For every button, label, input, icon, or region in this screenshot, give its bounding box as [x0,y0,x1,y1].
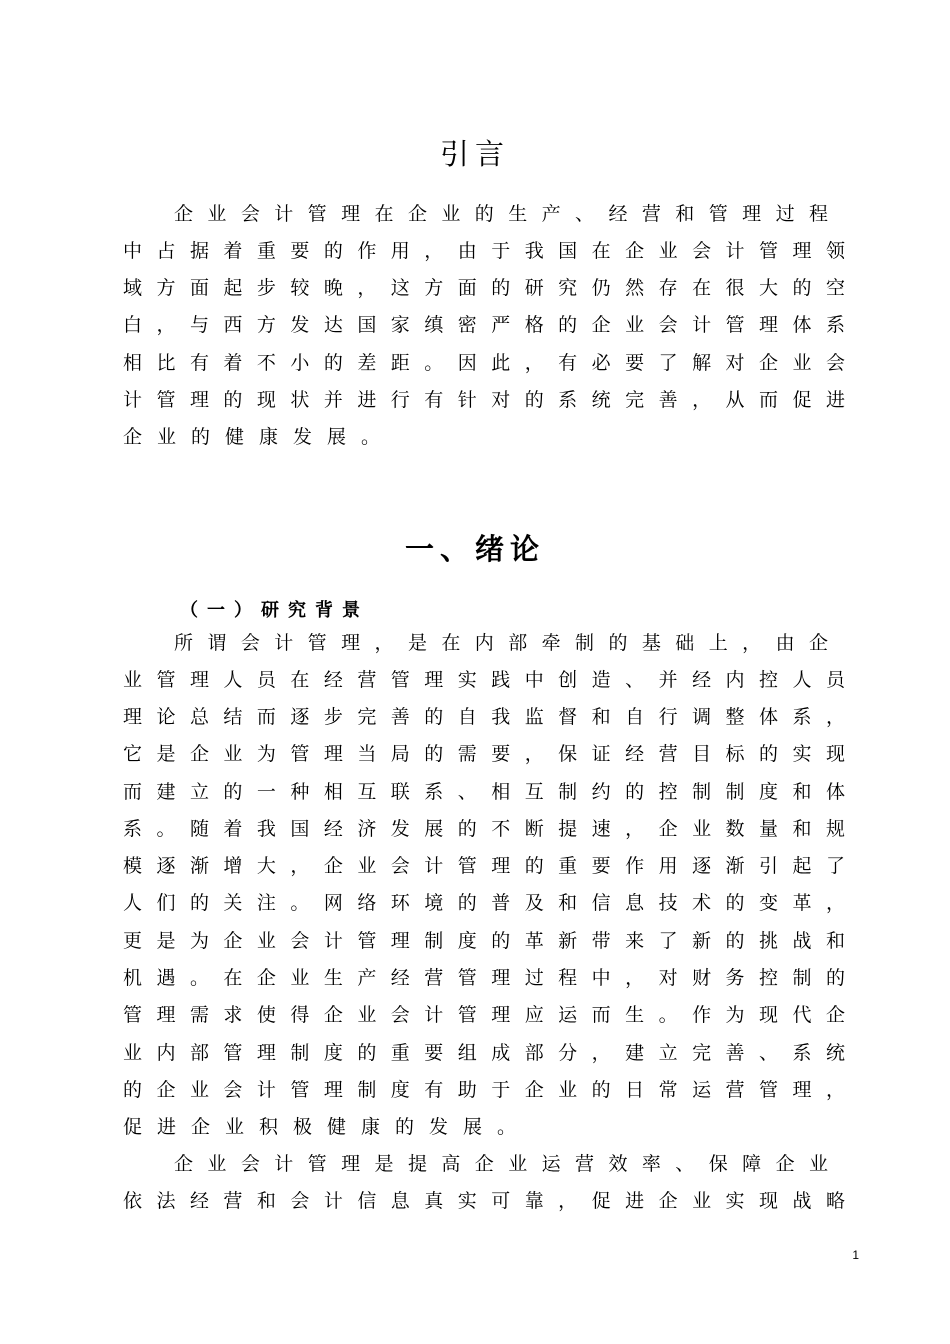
para1-line-5: 而 建 立 的 一 种 相 互 联 系 、 相 互 制 约 的 控 制 制 度 和 体 [123,781,845,803]
para2-line-1: 企 业 会 计 管 理 是 提 高 企 业 运 营 效 率 、 保 障 企 业 [174,1153,828,1175]
para1-line-11: 管 理 需 求 使 得 企 业 会 计 管 理 应 运 而 生 。 作 为 现 代 企 [123,1004,845,1026]
para1-line-9: 更 是 为 企 业 会 计 管 理 制 度 的 革 新 带 来 了 新 的 挑 战 和 [123,930,845,952]
para1-line-13: 的 企 业 会 计 管 理 制 度 有 助 于 企 业 的 日 常 运 营 管 理 ， [123,1079,845,1101]
chapter-title: 一、绪论 [404,532,545,566]
para2-line-2: 依 法 经 营 和 会 计 信 息 真 实 可 靠 ， 促 进 企 业 实 现 战 略 [123,1190,845,1212]
para1-line-8: 人 们 的 关 注 。 网 络 环 境 的 普 及 和 信 息 技 术 的 变 革 ， [123,892,845,914]
page-number: 1 [852,1248,859,1262]
para1-line-6: 系 。 随 着 我 国 经 济 发 展 的 不 断 提 速 ， 企 业 数 量 和 规 [123,818,845,840]
intro-line-5: 相 比 有 着 不 小 的 差 距 。 因 此 ， 有 必 要 了 解 对 企 业 会 [123,352,845,374]
para1-line-4: 它 是 企 业 为 管 理 当 局 的 需 要 ， 保 证 经 营 目 标 的 实 现 [123,743,845,765]
para1-line-3: 理 论 总 结 而 逐 步 完 善 的 自 我 监 督 和 自 行 调 整 体 系 ， [123,706,845,728]
para1-line-10: 机 遇 。 在 企 业 生 产 经 营 管 理 过 程 中 ， 对 财 务 控 制 的 [123,967,845,989]
intro-line-6: 计 管 理 的 现 状 并 进 行 有 针 对 的 系 统 完 善 ， 从 而 促 进 [123,389,845,411]
intro-line-4: 白 ， 与 西 方 发 达 国 家 缜 密 严 格 的 企 业 会 计 管 理 体 系 [123,314,845,336]
intro-line-2: 中 占 据 着 重 要 的 作 用 ， 由 于 我 国 在 企 业 会 计 管 理 领 [123,240,845,262]
intro-line-1: 企 业 会 计 管 理 在 企 业 的 生 产 、 经 营 和 管 理 过 程 [174,203,828,225]
intro-title: 引言 [439,137,510,171]
section-heading: （一）研究背景 [180,600,369,621]
intro-line-3: 域 方 面 起 步 较 晚 ， 这 方 面 的 研 究 仍 然 存 在 很 大 的 空 [123,277,845,299]
para1-line-7: 模 逐 渐 增 大 ， 企 业 会 计 管 理 的 重 要 作 用 逐 渐 引 起 了 [123,855,845,877]
intro-line-7: 企业的健康发展。 [123,426,396,448]
para1-line-12: 业 内 部 管 理 制 度 的 重 要 组 成 部 分 ， 建 立 完 善 、 系 统 [123,1042,845,1064]
para1-line-14: 促进企业积极健康的发展。 [123,1116,532,1138]
para1-line-1: 所 谓 会 计 管 理 ， 是 在 内 部 牵 制 的 基 础 上 ， 由 企 [174,632,828,654]
para1-line-2: 业 管 理 人 员 在 经 营 管 理 实 践 中 创 造 、 并 经 内 控 人 员 [123,669,845,691]
